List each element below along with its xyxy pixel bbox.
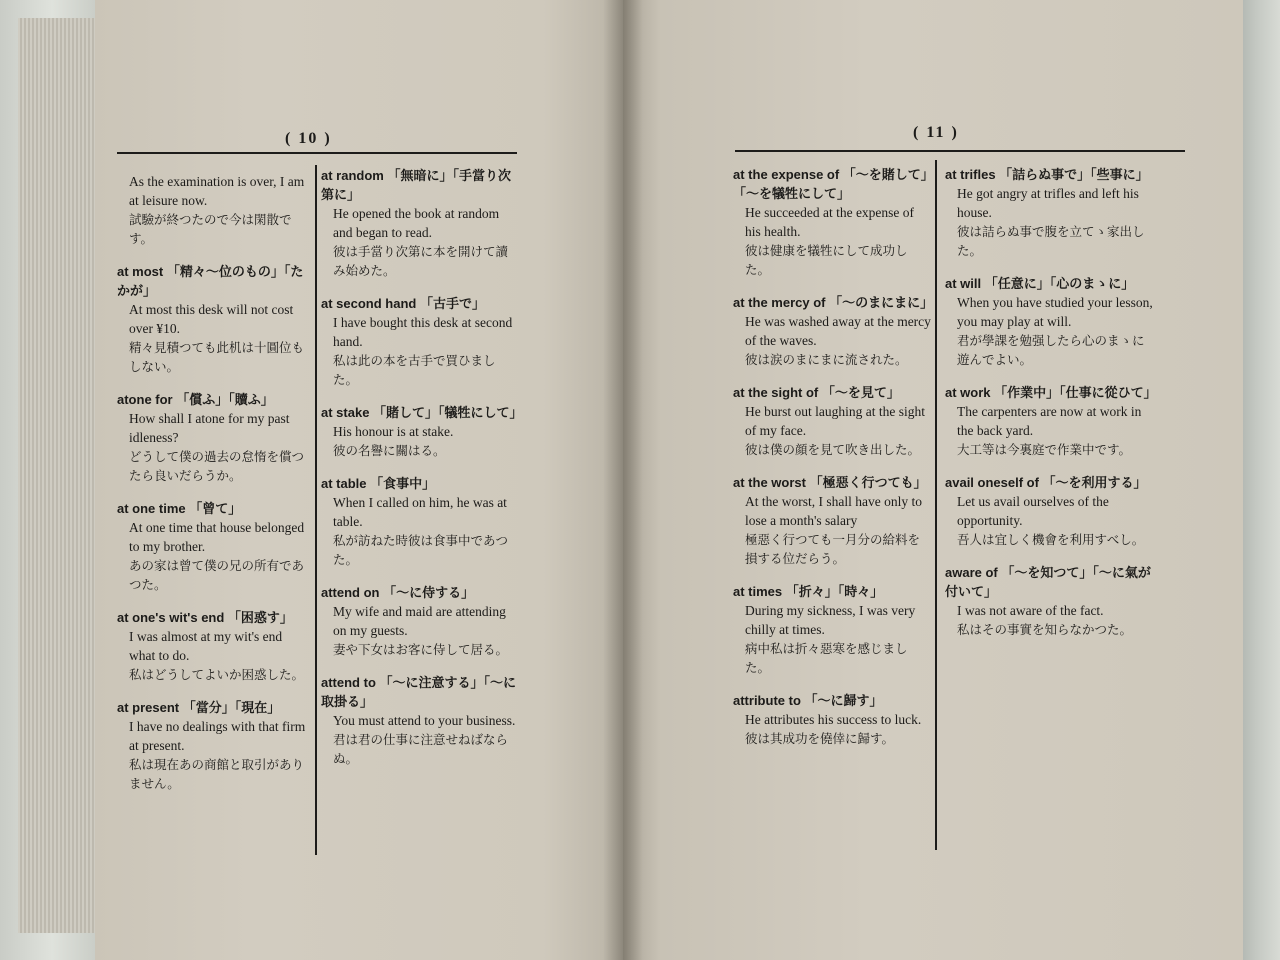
page-number: ( 10 ) xyxy=(285,130,332,147)
example-japanese: 私は此の本を古手で買ひました。 xyxy=(333,353,496,387)
entry-headword: at work 「作業中」「仕事に從ひて」 xyxy=(945,385,1157,400)
example-japanese: 君が學課を勉强したら心のまゝに遊んでよい。 xyxy=(957,333,1145,367)
example-japanese: 君は君の仕事に注意せねばならぬ。 xyxy=(333,732,509,766)
entry-headword: at random 「無暗に」「手當り次第に」 xyxy=(321,168,511,202)
example-english: He opened the book at random and began to read. xyxy=(333,206,500,240)
example-english: He burst out laughing at the sight of my face. xyxy=(745,404,925,438)
example-english: His honour is at stake. xyxy=(333,424,454,439)
example-english: During my sickness, I was very chilly at times. xyxy=(745,603,916,637)
dictionary-entry xyxy=(733,473,931,568)
example-japanese: 精々見積つても此机は十圓位もしない。 xyxy=(129,340,305,374)
example-english: When I called on him, he was at table. xyxy=(333,495,507,529)
dictionary-entry xyxy=(117,499,309,594)
entry-headword: attend on 「～に侍する」 xyxy=(321,585,475,600)
example-japanese: 大工等は今裏庭で作業中です。 xyxy=(957,442,1132,457)
dictionary-entry xyxy=(733,582,931,677)
left-page-column-2 xyxy=(321,166,523,782)
example-japanese: 彼は健康を犠牲にして成功した。 xyxy=(745,243,908,277)
example-japanese: 彼の名譽に關はる。 xyxy=(333,443,446,458)
dictionary-entry xyxy=(117,172,309,248)
example-japanese: 彼は手當り次第に本を開けて讀み始めた。 xyxy=(333,244,509,278)
dictionary-entry xyxy=(321,166,517,280)
example-japanese: どうして僕の過去の怠惰を償つたら良いだらうか。 xyxy=(129,449,305,483)
dictionary-entry xyxy=(945,165,1155,260)
entry-headword: attribute to 「～に歸す」 xyxy=(733,693,883,708)
column-divider xyxy=(315,165,317,855)
example-japanese: 試驗が終つたので今は閑散です。 xyxy=(129,212,292,246)
dictionary-entry xyxy=(321,474,517,569)
entry-headword: attend to 「～に注意する」「～に取掛る」 xyxy=(321,675,516,709)
dictionary-entry xyxy=(945,274,1155,369)
example-japanese: 吾人は宜しく機會を利用すべし。 xyxy=(957,532,1145,547)
example-english: I have bought this desk at second hand. xyxy=(333,315,513,349)
dictionary-entry xyxy=(733,383,931,459)
example-english: At most this desk will not cost over ¥10. xyxy=(129,302,294,336)
example-japanese: 彼は詰らぬ事で腹を立てゝ家出した。 xyxy=(957,224,1145,258)
entry-headword: at the worst 「極惡く行つても」 xyxy=(733,475,927,490)
entry-headword: at present 「當分」「現在」 xyxy=(117,700,281,715)
example-english: He attributes his success to luck. xyxy=(745,712,922,727)
dictionary-entry xyxy=(321,673,517,768)
example-english: At one time that house belonged to my brother. xyxy=(129,520,305,554)
example-japanese: 妻や下女はお客に侍して居る。 xyxy=(333,642,509,657)
example-japanese: あの家は曾て僕の兄の所有であつた。 xyxy=(129,558,305,592)
example-english: He was washed away at the mercy of the waves. xyxy=(745,314,931,348)
example-english: I was almost at my wit's end what to do. xyxy=(129,629,283,663)
right-page xyxy=(623,0,1243,960)
entry-headword: at the expense of 「～を賭して」「～を犠牲にして」 xyxy=(733,167,928,201)
dictionary-entry xyxy=(117,390,309,485)
entry-headword: at table 「食事中」 xyxy=(321,476,436,491)
example-english: As the examination is over, I am at leisure now. xyxy=(129,174,305,208)
left-page xyxy=(95,0,623,960)
example-english: When you have studied your lesson, you may play at will. xyxy=(957,295,1153,329)
entry-headword: at most 「精々～位のもの」「たかが」 xyxy=(117,264,304,298)
dictionary-entry xyxy=(117,698,309,793)
example-english: He succeeded at the expense of his health. xyxy=(745,205,915,239)
example-japanese: 私が訪ねた時彼は食事中であつた。 xyxy=(333,533,509,567)
right-page-column-2 xyxy=(945,165,1155,653)
dictionary-entry xyxy=(945,473,1155,549)
entry-headword: at stake 「賭して」「犠牲にして」 xyxy=(321,405,523,420)
example-japanese: 病中私は折々惡寒を感じました。 xyxy=(745,641,908,675)
left-page-column-1 xyxy=(117,172,309,807)
example-japanese: 彼は涙のまにまに流された。 xyxy=(745,352,908,367)
column-divider xyxy=(935,160,937,850)
entry-headword: at trifles 「詰らぬ事で」「些事に」 xyxy=(945,167,1149,182)
dictionary-entry xyxy=(733,165,931,279)
example-english: The carpenters are now at work in the back yard. xyxy=(957,404,1142,438)
example-english: My wife and maid are attending on my guests. xyxy=(333,604,506,638)
entry-headword: at one's wit's end 「困惑す」 xyxy=(117,610,293,625)
entry-headword: at times 「折々」「時々」 xyxy=(733,584,884,599)
example-english: He got angry at trifles and left his house. xyxy=(957,186,1139,220)
example-english: Let us avail ourselves of the opportunity. xyxy=(957,494,1109,528)
example-english: At the worst, I shall have only to lose a month's salary xyxy=(745,494,922,528)
dictionary-entry xyxy=(321,583,517,659)
example-english: How shall I atone for my past idleness? xyxy=(129,411,290,445)
example-english: I have no dealings with that firm at present. xyxy=(129,719,306,753)
dictionary-entry xyxy=(945,383,1155,459)
entry-headword: aware of 「～を知つて」「～に氣が付いて」 xyxy=(945,565,1151,599)
dictionary-entry xyxy=(945,563,1155,639)
dictionary-entry xyxy=(733,293,934,369)
dictionary-entry xyxy=(733,691,931,748)
entry-headword: at the mercy of 「～のまにまに」 xyxy=(733,295,934,310)
entry-headword: at one time 「曾て」 xyxy=(117,501,242,516)
example-japanese: 極惡く行つても一月分の給料を損する位だらう。 xyxy=(745,532,921,566)
dictionary-entry xyxy=(321,403,523,460)
example-japanese: 私はどうしてよいか困惑した。 xyxy=(129,667,305,682)
header-rule xyxy=(117,152,517,154)
example-english: You must attend to your business. xyxy=(333,713,516,728)
header-rule xyxy=(735,150,1185,152)
example-japanese: 彼は其成功を僥倖に歸す。 xyxy=(745,731,895,746)
dictionary-entry xyxy=(117,608,309,684)
example-japanese: 私はその事實を知らなかつた。 xyxy=(957,622,1133,637)
dictionary-entry xyxy=(321,294,517,389)
page-number: ( 11 ) xyxy=(913,124,959,141)
book-gutter xyxy=(603,0,643,960)
entry-headword: avail oneself of 「～を利用する」 xyxy=(945,475,1147,490)
example-japanese: 彼は僕の顔を見て吹き出した。 xyxy=(745,442,921,457)
entry-headword: at second hand 「古手で」 xyxy=(321,296,485,311)
entry-headword: atone for 「償ふ」「贖ふ」 xyxy=(117,392,274,407)
entry-headword: at the sight of 「～を見て」 xyxy=(733,385,900,400)
right-page-column-1 xyxy=(733,165,934,762)
example-english: I was not aware of the fact. xyxy=(957,603,1104,618)
entry-headword: at will 「任意に」「心のまゝに」 xyxy=(945,276,1135,291)
dictionary-entry xyxy=(117,262,309,376)
example-japanese: 私は現在あの商館と取引がありません。 xyxy=(129,757,305,791)
